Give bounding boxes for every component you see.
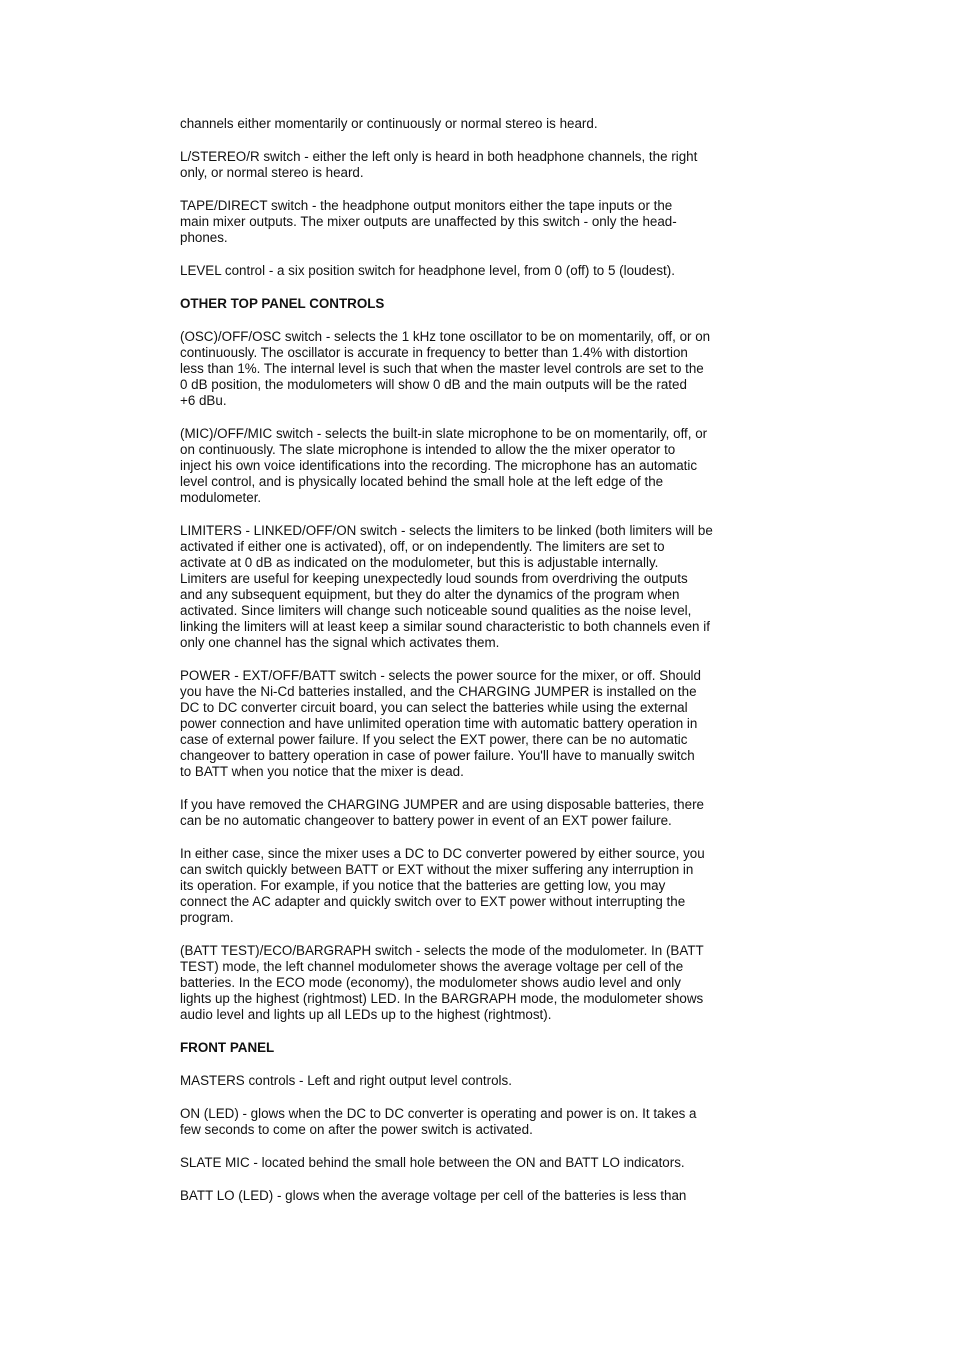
paragraph-lstereor-switch: L/STEREO/R switch - either the left only is heard in both headphone channels, the right only, or normal stereo is heard. <box>180 149 698 180</box>
paragraph-power-switch: POWER - EXT/OFF/BATT switch - selects the power source for the mixer, or off. Should you have the Ni-Cd batteries installed, and the CHARGING JUMPER is installed on the DC to DC converter circuit board, you can select the batteries while using the external power connection and have unlimited operation time with automatic battery operation in case of external power failure. If you select the EXT power, there can be no automatic changeover to battery operation in case of power failure. You'll have to manually switch to BATT when you notice that the mixer is dead. <box>180 668 701 779</box>
paragraph-slate-mic: SLATE MIC - located behind the small hole between the ON and BATT LO indicators. <box>180 1155 685 1170</box>
heading-front-panel: FRONT PANEL <box>180 1040 275 1055</box>
paragraph-tape-direct-switch: TAPE/DIRECT switch - the headphone output monitors either the tape inputs or the main mixer outputs. The mixer outputs are unaffected by this switch - only the head- phones. <box>180 198 677 245</box>
paragraph-dc-converter: In either case, since the mixer uses a DC to DC converter powered by either source, you can switch quickly between BATT or EXT without the mixer suffering any interruption in its operation. For example, if you notice that the batteries are getting low, you may connect the AC adapter and quickly switch over to EXT power without interrupting the program. <box>180 846 705 925</box>
paragraph-mic-switch: (MIC)/OFF/MIC switch - selects the built-in slate microphone to be on momentarily, off, or on continuously. The slate microphone is intended to allow the the mixer operator to inject his own voice identifications into the recording. The microphone has an automatic level control, and is physically located behind the small hole at the left edge of the modulometer. <box>180 426 708 505</box>
paragraph-charging-jumper: If you have removed the CHARGING JUMPER and are using disposable batteries, there can be no automatic changeover to battery power in event of an EXT power failure. <box>180 797 704 828</box>
paragraph-batt-test-switch: (BATT TEST)/ECO/BARGRAPH switch - selects the mode of the modulometer. In (BATT TEST) mode, the left channel modulometer shows the average voltage per cell of the batteries. In the ECO mode (economy), the modulometer shows audio level and only lights up the highest (rightmost) LED. In the BARGRAPH mode, the modulometer shows audio level and lights up all LEDs up to the highest (rightmost). <box>180 943 704 1022</box>
paragraph-limiters-switch: LIMITERS - LINKED/OFF/ON switch - selects the limiters to be linked (both limiters will be activated if either one is activated), off, or on independently. The limiters are set to activate at 0 dB as indicated on the modulometer, but this is adjustable internally. Limiters are useful for keeping unexpectedly loud sounds from overdriving the outputs and any subsequent equipment, but they do alter the dynamics of the program when activated. Since limiters will change such noticeable sound qualities as the noise level, linking the limiters will at least keep a similar sound characteristic to both channels even if only one channel has the signal which activates them. <box>180 523 713 650</box>
document-page <box>180 116 780 1221</box>
paragraph-channels-continued: channels either momentarily or continuously or normal stereo is heard. <box>180 116 598 131</box>
paragraph-masters-controls: MASTERS controls - Left and right output level controls. <box>180 1073 512 1088</box>
paragraph-batt-lo-led: BATT LO (LED) - glows when the average voltage per cell of the batteries is less than <box>180 1188 687 1203</box>
heading-other-top-panel-controls: OTHER TOP PANEL CONTROLS <box>180 296 385 311</box>
paragraph-level-control: LEVEL control - a six position switch for headphone level, from 0 (off) to 5 (loudest). <box>180 263 675 278</box>
paragraph-on-led: ON (LED) - glows when the DC to DC converter is operating and power is on. It takes a few seconds to come on after the power switch is activated. <box>180 1106 697 1137</box>
paragraph-osc-switch: (OSC)/OFF/OSC switch - selects the 1 kHz tone oscillator to be on momentarily, off, or on continuously. The oscillator is accurate in frequency to better than 1.4% with distortion less than 1%. The internal level is such that when the master level controls are set to the 0 dB position, the modulometers will show 0 dB and the main outputs will be the rated +6 dBu. <box>180 329 711 408</box>
